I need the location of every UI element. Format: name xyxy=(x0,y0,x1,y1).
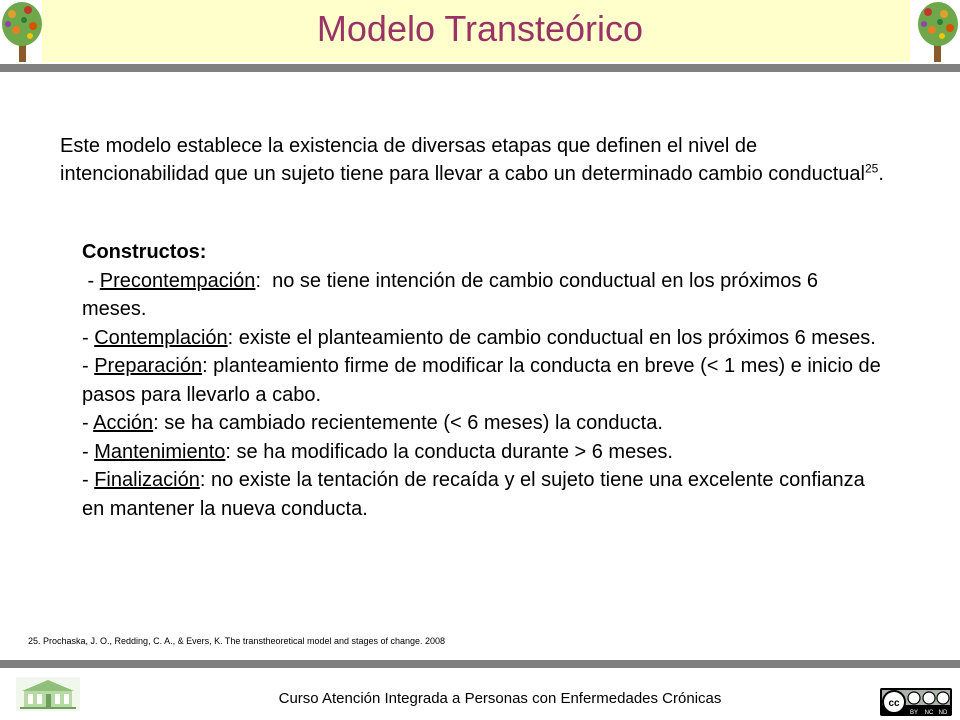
license-label-nd: ND xyxy=(938,710,948,716)
construct-term: Contemplación xyxy=(94,326,228,349)
svg-text:cc: cc xyxy=(888,698,900,709)
constructs-block xyxy=(82,238,882,523)
footer-rule xyxy=(0,660,960,668)
construct-prefix: - xyxy=(82,326,95,349)
construct-description: : se ha cambiado recientemente (< 6 meses) la conducta. xyxy=(153,412,663,434)
construct-item-action xyxy=(82,409,882,438)
construct-term: Acción xyxy=(93,412,154,434)
cc-by-nc-nd-icon[interactable] xyxy=(880,688,952,716)
construct-term: Precontempación xyxy=(99,269,256,292)
license-label-by: BY xyxy=(909,710,919,716)
construct-item-preparation xyxy=(82,352,882,409)
slide-title: Modelo Transteórico xyxy=(316,8,644,49)
construct-prefix: - xyxy=(82,355,95,377)
construct-description: : no existe la tentación de recaída y el sujeto tiene una excelente confianza en mantener la nueva conducta. xyxy=(82,469,865,520)
construct-description: : no se tiene intención de cambio conductual en los próximos 6 meses. xyxy=(82,269,824,320)
construct-prefix: - xyxy=(82,469,95,491)
reference-footnote: 25. Prochaska, J. O., Redding, C. A., & Evers, K. The transtheoretical model and stages of change. 2008 xyxy=(28,636,446,646)
course-footer: Curso Atención Integrada a Personas con Enfermedades Crónicas xyxy=(278,690,722,707)
construct-description: : se ha modificado la conducta durante > 6 meses. xyxy=(225,440,673,463)
construct-item-contemplation xyxy=(82,324,882,353)
construct-description: : existe el planteamiento de cambio conductual en los próximos 6 meses. xyxy=(227,326,876,349)
intro-paragraph xyxy=(60,132,910,188)
construct-prefix: - xyxy=(82,440,95,463)
construct-term: Finalización xyxy=(94,469,200,491)
license-label-nc: NC xyxy=(924,710,934,716)
construct-term: Preparación xyxy=(94,355,203,377)
citation-superscript: 25 xyxy=(865,161,879,176)
intro-end: . xyxy=(878,163,884,185)
construct-description: : planteamiento firme de modificar la conducta en breve (< 1 mes) e inicio de pasos para llevarlo a cabo. xyxy=(82,355,881,406)
intro-text: Este modelo establece la existencia de diversas etapas que definen el nivel de intencionabilidad que un sujeto tiene para llevar a cabo un determinado cambio conductual xyxy=(60,135,865,185)
header-rule xyxy=(0,64,960,72)
construct-item-termination xyxy=(82,466,882,523)
slide-header xyxy=(0,0,960,72)
construct-item-precontemplation xyxy=(82,267,882,324)
constructs-heading: Constructos: xyxy=(82,241,207,263)
construct-prefix: - xyxy=(82,412,94,434)
construct-item-maintenance xyxy=(82,438,882,467)
construct-term: Mantenimiento xyxy=(94,440,226,463)
construct-prefix: - xyxy=(82,269,100,292)
